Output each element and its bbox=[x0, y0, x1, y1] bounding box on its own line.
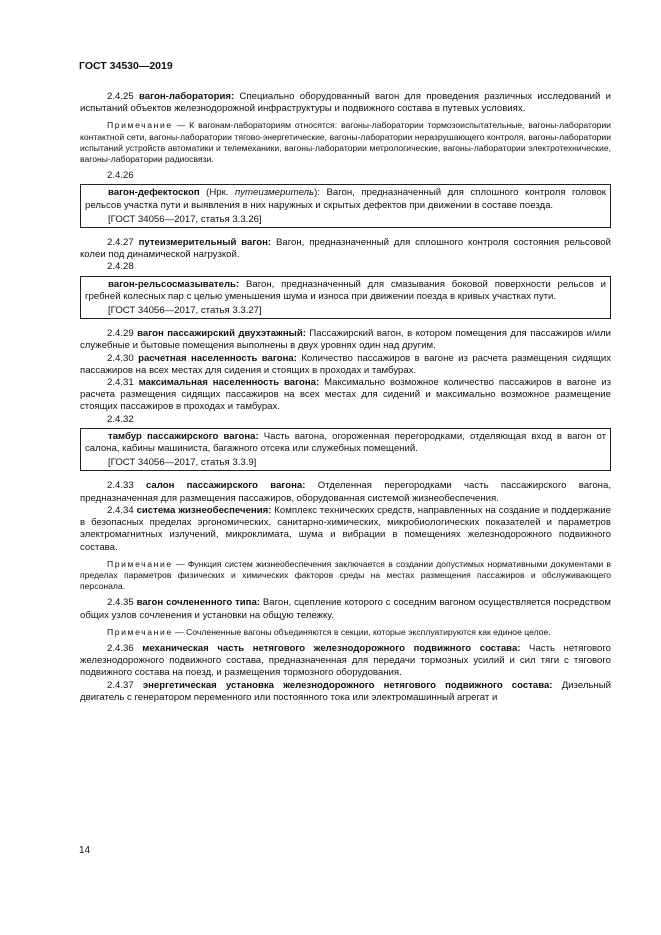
note-text: — К вагонам-лабораториям относятся: вагоны-лаборатории тормозоиспытательные, вагоны-лаборатории контактной сети, вагоны-лаборатории тягово-энергетические, вагоны-лаборатории неразрушающего контроля, вагоны-лаборатории испытаний устройств автоматики и телемеханики, вагоны-лаборатории метрологические, вагоны-лаборатории электротехнические, вагоны-лаборатории радиосвязи. bbox=[80, 120, 611, 165]
term-source: [ГОСТ 34056—2017, статья 3.3.26] bbox=[108, 213, 262, 225]
term-entry-2-4-32 bbox=[85, 431, 606, 455]
term-number: 2.4.30 bbox=[107, 352, 134, 364]
term-source: [ГОСТ 34056—2017, статья 3.3.27] bbox=[108, 305, 262, 317]
term-box-2-4-26 bbox=[80, 184, 611, 228]
term-entry-2-4-31 bbox=[80, 377, 611, 414]
term-definition: Вагон, предназначенный для смазывания боковой поверхности рельсов и гребней колесных пар с целью уменьшения шума и износа при движении поезда в кривых участках пути. bbox=[85, 278, 606, 302]
term-number: 2.4.36 bbox=[107, 642, 134, 654]
note-1 bbox=[80, 120, 611, 165]
term-number: 2.4.25 bbox=[107, 91, 134, 102]
term-entry-2-4-28 bbox=[85, 279, 606, 303]
term-name: максимальная населенность вагона: bbox=[138, 377, 320, 389]
term-entry-2-4-30 bbox=[80, 353, 611, 377]
term-definition: Специально оборудованный вагон для проведения различных исследований и испытаний объектов железнодорожной инфраструктуры и подвижного состава в путевых условиях. bbox=[80, 91, 612, 115]
term-number: 2.4.29 bbox=[107, 328, 134, 340]
term-number: 2.4.34 bbox=[107, 504, 134, 516]
term-name: вагон-дефектоскоп bbox=[108, 187, 200, 199]
term-entry-2-4-27 bbox=[80, 237, 611, 261]
term-number: 2.4.31 bbox=[107, 377, 134, 389]
term-name: механическая часть нетягового железнодорожного подвижного состава: bbox=[142, 642, 521, 654]
term-definition: Комплекс технических средств, направленных на создание и поддержание в безопасных пределах эргономических, санитарно-химических, микробиологических показателей и параметров электромагнитных излучений, микроклимата, шума и вибрации в помещениях железнодорожного подвижного состава. bbox=[80, 504, 611, 553]
term-definition: Отделенная перегородками часть пассажирского вагона, предназначенная для размещения пассажиров, оборудованная системой жизнеобеспечения. bbox=[80, 480, 611, 504]
term-name: вагон пассажирский двухэтажный: bbox=[137, 328, 306, 340]
term-alt-open: (Нрк. bbox=[206, 187, 235, 199]
term-number: 2.4.35 bbox=[107, 597, 134, 609]
term-definition: Часть вагона, огороженная перегородками, отделяющая вход в вагон от салона, кабины машиниста, багажного отсека или служебных помещений. bbox=[85, 430, 606, 455]
term-entry-2-4-29 bbox=[80, 328, 611, 352]
term-number-2-4-28: 2.4.28 bbox=[107, 261, 134, 273]
term-name: путеизмерительный вагон: bbox=[138, 237, 272, 249]
note-label: Примечание bbox=[107, 120, 173, 131]
note-label: Примечание bbox=[107, 626, 173, 637]
standard-header: ГОСТ 34530—2019 bbox=[79, 60, 173, 72]
term-name: система жизнеобеспечения: bbox=[136, 504, 272, 516]
term-box-2-4-28 bbox=[80, 276, 611, 320]
term-alt-close: ): bbox=[314, 187, 320, 199]
note-text: — Функция систем жизнеобеспечения заключается в создании допустимых нормативными документами в пределах параметров физических и химических факторов среды на местах размещения пассажиров и обслуживающего персонала. bbox=[80, 558, 611, 592]
term-name: расчетная населенность вагона: bbox=[138, 352, 297, 364]
term-definition: Вагон, предназначенный для сплошного контроля состояния рельсовой колеи под динамической нагрузкой. bbox=[80, 237, 611, 261]
note-3 bbox=[80, 627, 611, 638]
term-box-2-4-32 bbox=[80, 428, 611, 472]
term-name: тамбур пассажирского вагона: bbox=[108, 430, 259, 442]
term-name: энергетическая установка железнодорожного нетягового подвижного состава: bbox=[142, 679, 553, 691]
term-entry-2-4-25 bbox=[80, 91, 611, 115]
term-number: 2.4.37 bbox=[107, 679, 134, 691]
term-entry-2-4-36 bbox=[80, 643, 611, 680]
term-name: салон пассажирского вагона: bbox=[145, 480, 306, 492]
term-entry-2-4-35 bbox=[80, 597, 611, 621]
term-source: [ГОСТ 34056—2017, статья 3.3.9] bbox=[108, 457, 257, 469]
term-number-2-4-32: 2.4.32 bbox=[107, 413, 134, 425]
term-name: вагон сочлененного типа: bbox=[136, 597, 260, 609]
term-entry-2-4-26 bbox=[85, 187, 606, 211]
term-definition: Вагон, сцепление которого с соседним вагоном осуществляется посредством общих узлов сочленения и установки на общую тележку. bbox=[80, 597, 611, 621]
term-entry-2-4-37 bbox=[80, 680, 611, 704]
term-entry-2-4-34 bbox=[80, 505, 611, 554]
page-content bbox=[80, 91, 611, 704]
note-text: — Сочлененные вагоны объединяются в секции, которые эксплуатируются как единое целое. bbox=[175, 626, 551, 637]
term-definition: Дизельный двигатель с генератором переменного или постоянного тока или электромашинный агрегат и bbox=[80, 679, 612, 703]
term-entry-2-4-33 bbox=[80, 480, 611, 504]
term-definition: Максимально возможное количество пассажиров в вагоне из расчета размещения сидящих пассажиров на всех местах для сидений и максимально возможное размещение стоящих пассажиров в проходах и тамбурах. bbox=[80, 377, 612, 413]
term-name: вагон-лаборатория: bbox=[139, 91, 235, 102]
term-number: 2.4.33 bbox=[107, 480, 134, 492]
term-definition: Пассажирский вагон, в котором помещения для пассажиров и/или служебные и бытовые помещения выполнены в двух уровнях один над другим. bbox=[80, 328, 611, 352]
term-definition: Количество пассажиров в вагоне из расчета размещения сидящих пассажиров на всех местах для сидения и стоящих в проходах и тамбурах. bbox=[80, 352, 611, 376]
page-number: 14 bbox=[79, 845, 91, 856]
note-2 bbox=[80, 559, 611, 593]
term-number-2-4-26: 2.4.26 bbox=[107, 170, 134, 182]
term-alt: путеизмеритель bbox=[234, 187, 315, 199]
term-number: 2.4.27 bbox=[107, 237, 134, 249]
term-name: вагон-рельсосмазыватель: bbox=[108, 278, 240, 290]
term-definition: Часть нетягового железнодорожного подвижного состава, предназначенная для передачи тормозных усилий и сил тяги с тягового подвижного состава на поезд, и размещения тормозного оборудования. bbox=[80, 642, 612, 679]
term-definition: Вагон, предназначенный для сплошного контроля головок рельсов участка пути и выявления в них наружных и скрытых дефектов при движении в составе поезда. bbox=[85, 187, 606, 211]
note-label: Примечание bbox=[107, 558, 173, 569]
